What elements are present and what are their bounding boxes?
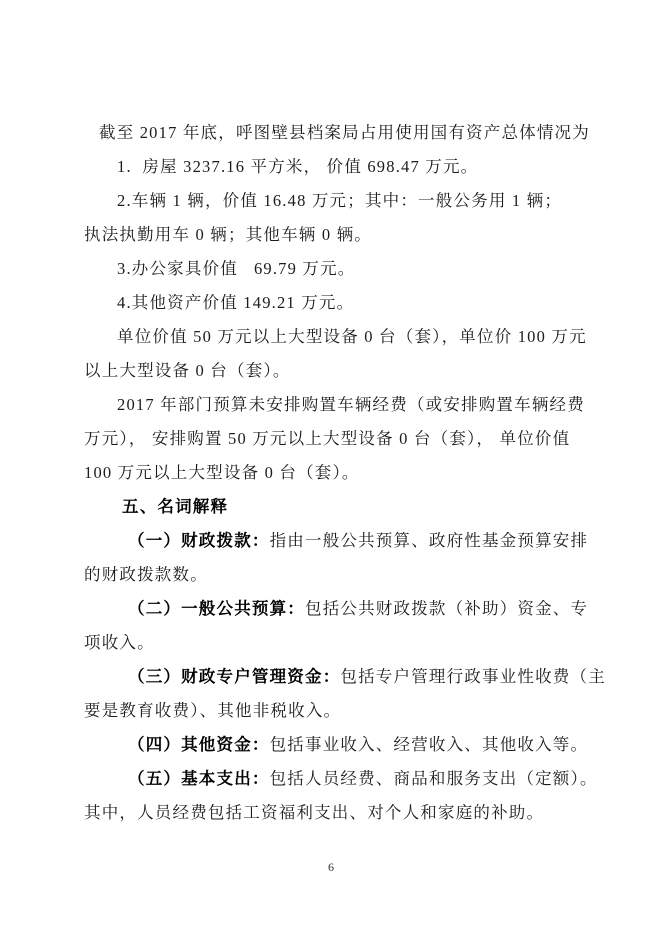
text-segment: 项收入。 <box>84 633 155 652</box>
text-segment: 3.办公家具价值 69.79 万元。 <box>117 259 356 278</box>
text-line <box>84 252 590 286</box>
term-label: （二）一般公共预算： <box>128 600 305 618</box>
text-line <box>84 354 590 388</box>
text-line <box>84 320 590 354</box>
text-segment: 2017 年部门预算未安排购置车辆经费（或安排购置车辆经费 <box>117 395 585 414</box>
text-line <box>84 524 590 558</box>
text-segment: 万元）， 安排购置 50 万元以上大型设备 0 台（套）， 单位价值 <box>84 429 571 448</box>
term-label: （四）其他资金： <box>128 736 270 754</box>
text-line <box>84 388 590 422</box>
text-line <box>84 218 590 252</box>
text-line <box>84 150 590 184</box>
text-segment: 执法执勤用车 0 辆；其他车辆 0 辆。 <box>84 225 372 244</box>
text-line <box>84 626 590 660</box>
text-segment: 2.车辆 1 辆，价值 16.48 万元；其中：一般公务用 1 辆； <box>117 191 563 210</box>
text-lines <box>84 116 606 830</box>
text-line <box>84 456 590 490</box>
text-segment: 1. 房屋 3237.16 平方米， 价值 698.47 万元。 <box>117 157 479 176</box>
text-segment: 100 万元以上大型设备 0 台（套）。 <box>84 463 360 482</box>
text-segment: 以上大型设备 0 台（套）。 <box>84 361 291 380</box>
text-segment: 单位价值 50 万元以上大型设备 0 台（套），单位价 100 万元 <box>117 327 587 346</box>
text-line <box>84 558 590 592</box>
text-segment: 指由一般公共预算、政府性基金预算安排 <box>269 531 589 550</box>
text-line <box>84 796 590 830</box>
text-line <box>84 286 590 320</box>
text-line <box>84 694 590 728</box>
text-line <box>84 490 590 524</box>
text-segment: 包括人员经费、商品和服务支出（定额）。 <box>269 769 598 788</box>
text-line <box>84 592 590 626</box>
text-segment: 的财政拨款数。 <box>84 565 208 584</box>
term-label: （三）财政专户管理资金： <box>128 668 341 686</box>
text-line <box>84 762 598 796</box>
text-segment: 包括事业收入、经营收入、其他收入等。 <box>269 735 589 754</box>
text-line <box>84 184 590 218</box>
text-segment: 包括公共财政拨款（补助）资金、专 <box>305 599 589 618</box>
term-label: （五）基本支出： <box>128 770 270 788</box>
text-segment: 4.其他资产价值 149.21 万元。 <box>117 293 355 312</box>
text-line <box>84 728 590 762</box>
text-segment: 截至 2017 年底，呼图壁县档案局占用使用国有资产总体情况为 <box>99 123 590 142</box>
text-segment: 包括专户管理行政事业性收费（主 <box>340 667 606 686</box>
text-line <box>84 116 590 150</box>
text-segment: 要是教育收费）、其他非税收入。 <box>84 701 342 720</box>
text-line <box>84 422 590 456</box>
term-label: （一）财政拨款： <box>128 532 270 550</box>
text-line <box>84 660 606 694</box>
term-label: 五、名词解释 <box>122 498 229 516</box>
page-number: 6 <box>328 860 334 874</box>
text-segment: 其中，人员经费包括工资福利支出、对个人和家庭的补助。 <box>84 803 545 822</box>
